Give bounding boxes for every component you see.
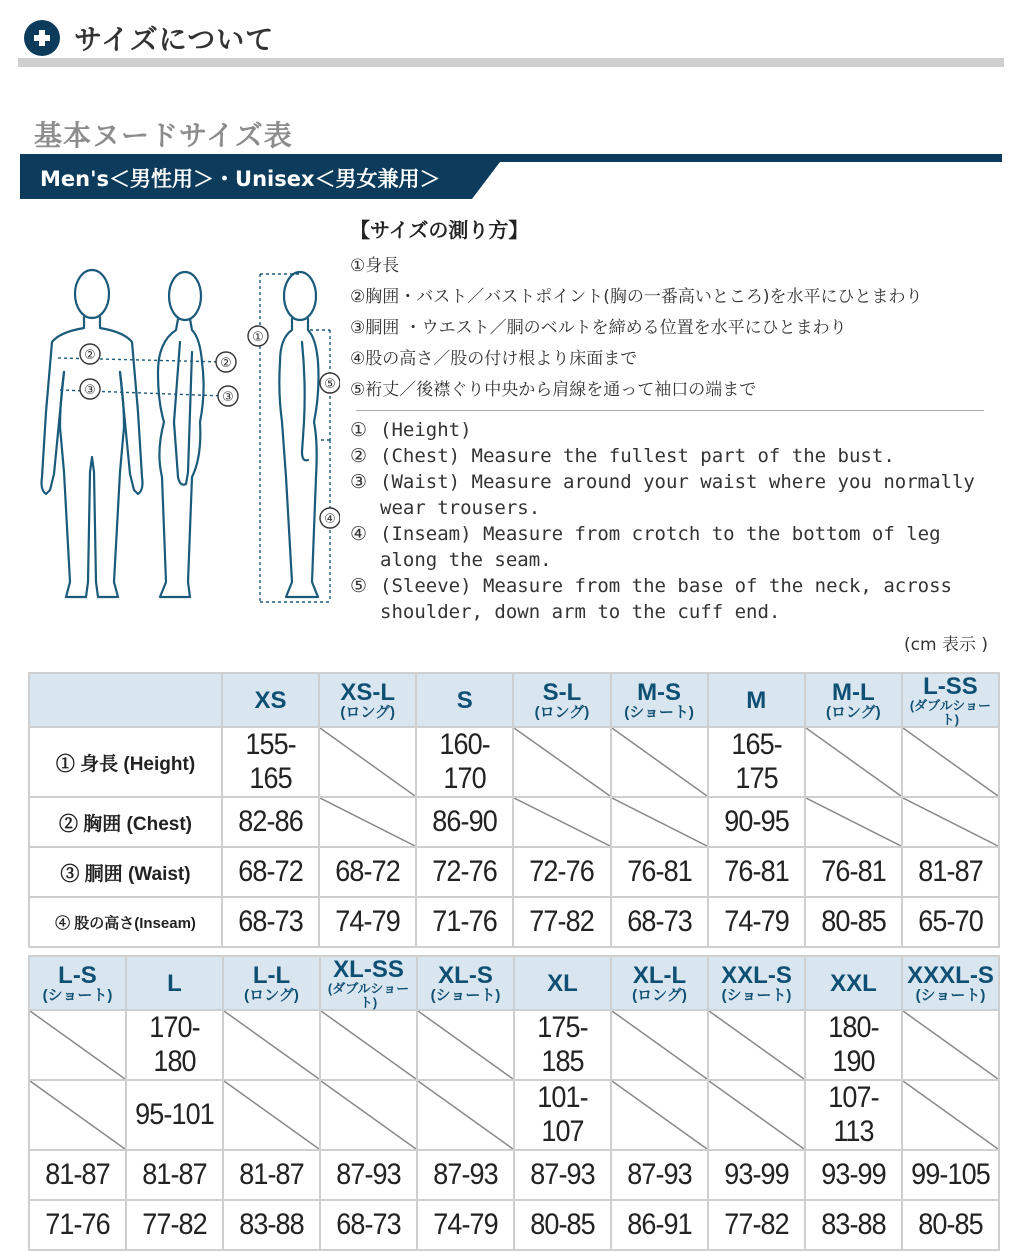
size-value-cell: 68-72 bbox=[227, 847, 314, 897]
marker-height: ① bbox=[252, 330, 264, 345]
empty-cell bbox=[805, 797, 902, 847]
size-name: L-SS bbox=[923, 673, 978, 700]
size-value-cell: 86-90 bbox=[421, 797, 508, 847]
empty-cell bbox=[513, 727, 610, 797]
size-value-cell: 87-93 bbox=[422, 1150, 509, 1200]
page-header bbox=[24, 18, 274, 58]
size-variant: (ロング) bbox=[244, 986, 299, 1004]
size-name: XXXL-S bbox=[907, 961, 994, 989]
en-instruction-height: ① (Height) bbox=[350, 419, 472, 441]
table-row bbox=[29, 1200, 999, 1250]
size-value-cell: 95-101 bbox=[131, 1080, 218, 1150]
size-value-cell: 107-113 bbox=[810, 1080, 897, 1150]
size-header-row bbox=[29, 673, 999, 727]
table-row bbox=[29, 897, 999, 947]
empty-cell bbox=[902, 797, 999, 847]
table-row bbox=[29, 847, 999, 897]
size-value-cell: 99-105 bbox=[907, 1150, 994, 1200]
size-value-cell: 74-79 bbox=[422, 1200, 509, 1250]
size-header-cell bbox=[513, 673, 610, 727]
size-value-cell: 81-87 bbox=[34, 1150, 121, 1200]
size-name: L-L bbox=[252, 961, 291, 989]
size-name: M-S bbox=[637, 678, 682, 706]
size-name: XXL bbox=[830, 969, 877, 997]
size-name: L bbox=[167, 969, 182, 997]
size-value-cell: 74-79 bbox=[712, 897, 799, 947]
size-value-cell: 160-170 bbox=[421, 727, 508, 797]
size-value-cell: 77-82 bbox=[131, 1200, 218, 1250]
unit-note: (cm 表示 ) bbox=[904, 635, 988, 655]
size-variant: (ダブルショート) bbox=[327, 981, 410, 1010]
size-value-cell: 77-82 bbox=[713, 1200, 800, 1250]
size-value-cell: 74-79 bbox=[324, 897, 411, 947]
plus-circle-icon bbox=[24, 20, 60, 56]
size-value-cell: 65-70 bbox=[907, 897, 994, 947]
instructions-title: 【サイズの測り方】 bbox=[350, 218, 529, 242]
size-table-2 bbox=[28, 955, 1000, 1251]
empty-cell bbox=[319, 797, 416, 847]
size-header-cell bbox=[320, 956, 417, 1010]
body-measurement-figure bbox=[30, 262, 340, 612]
marker-waist-side: ③ bbox=[222, 390, 234, 405]
empty-cell bbox=[902, 727, 999, 797]
jp-instruction-height: ①身長 bbox=[350, 256, 400, 276]
empty-cell bbox=[708, 1010, 805, 1080]
size-variant: (ショート) bbox=[430, 986, 501, 1004]
size-value-cell: 68-72 bbox=[324, 847, 411, 897]
size-table-1 bbox=[28, 672, 1000, 948]
size-value-cell: 86-91 bbox=[616, 1200, 703, 1250]
empty-cell bbox=[611, 797, 708, 847]
size-header-cell bbox=[417, 956, 514, 1010]
empty-cell bbox=[902, 1080, 999, 1150]
size-value-cell: 68-73 bbox=[615, 897, 702, 947]
row-label: ④ 股の高さ(Inseam) bbox=[29, 897, 222, 947]
empty-cell bbox=[417, 1010, 514, 1080]
size-value-cell: 68-73 bbox=[325, 1200, 412, 1250]
empty-cell bbox=[223, 1080, 320, 1150]
empty-cell bbox=[805, 727, 902, 797]
size-value-cell: 170-180 bbox=[131, 1010, 218, 1080]
empty-cell bbox=[708, 1080, 805, 1150]
row-label: ③ 胴囲 (Waist) bbox=[29, 847, 222, 897]
size-value-cell: 80-85 bbox=[810, 897, 897, 947]
size-value-cell: 77-82 bbox=[518, 897, 605, 947]
size-value-cell: 71-76 bbox=[34, 1200, 121, 1250]
size-variant: (ショート) bbox=[721, 986, 792, 1004]
size-value-cell: 82-86 bbox=[227, 797, 314, 847]
empty-cell bbox=[320, 1010, 417, 1080]
size-value-cell: 80-85 bbox=[907, 1200, 994, 1250]
size-value-cell: 81-87 bbox=[907, 847, 994, 897]
size-name: XS bbox=[254, 686, 287, 714]
size-value-cell: 76-81 bbox=[810, 847, 897, 897]
size-header-row bbox=[29, 956, 999, 1010]
size-variant: (ロング) bbox=[632, 986, 687, 1004]
size-header-cell bbox=[126, 956, 223, 1010]
empty-cell bbox=[611, 727, 708, 797]
section-title: 基本ヌードサイズ表 bbox=[34, 119, 293, 152]
size-variant: (ショート) bbox=[915, 986, 986, 1004]
header-divider bbox=[18, 58, 1004, 67]
size-value-cell: 90-95 bbox=[712, 797, 799, 847]
row-label: ① 身長 (Height) bbox=[29, 727, 222, 797]
table-row bbox=[29, 1080, 999, 1150]
size-name: XL-SS bbox=[333, 956, 404, 983]
size-value-cell: 93-99 bbox=[713, 1150, 800, 1200]
marker-chest-front: ② bbox=[84, 348, 96, 363]
size-header-cell bbox=[805, 956, 902, 1010]
size-variant: (ロング) bbox=[340, 703, 396, 721]
size-value-cell: 180-190 bbox=[810, 1010, 897, 1080]
size-value-cell: 76-81 bbox=[615, 847, 702, 897]
size-header-cell bbox=[611, 673, 708, 727]
jp-instruction-chest: ②胸囲・バスト／バストポイント(胸の一番高いところ)を水平にひとまわり bbox=[350, 287, 923, 307]
size-header-cell bbox=[223, 956, 320, 1010]
marker-inseam: ④ bbox=[324, 512, 336, 527]
jp-instruction-waist: ③胴囲 ・ウエスト／胴のベルトを締める位置を水平にひとまわり bbox=[350, 318, 847, 338]
empty-cell bbox=[319, 727, 416, 797]
size-variant: (ショート) bbox=[624, 703, 694, 721]
en-instruction-sleeve: ⑤ (Sleeve) Measure from the base of the neck, across shoulder, down arm to the cuff end. bbox=[350, 575, 952, 623]
marker-chest-side: ② bbox=[220, 356, 232, 371]
empty-cell bbox=[417, 1080, 514, 1150]
marker-sleeve: ⑤ bbox=[324, 377, 336, 392]
size-value-cell: 71-76 bbox=[421, 897, 508, 947]
size-value-cell: 76-81 bbox=[712, 847, 799, 897]
table-row bbox=[29, 797, 999, 847]
header-corner bbox=[29, 673, 222, 727]
size-header-cell bbox=[514, 956, 611, 1010]
size-name: XL bbox=[547, 969, 578, 997]
size-name: XL-S bbox=[438, 961, 493, 989]
size-value-cell: 87-93 bbox=[616, 1150, 703, 1200]
side-body-outline bbox=[158, 272, 204, 597]
size-value-cell: 87-93 bbox=[519, 1150, 606, 1200]
profile-body-outline bbox=[279, 272, 318, 597]
row-label: ② 胸囲 (Chest) bbox=[29, 797, 222, 847]
size-value-cell: 81-87 bbox=[228, 1150, 315, 1200]
size-header-cell bbox=[805, 673, 902, 727]
size-name: M bbox=[746, 686, 767, 714]
size-value-cell: 175-185 bbox=[519, 1010, 606, 1080]
empty-cell bbox=[611, 1010, 708, 1080]
size-variant: (ロング) bbox=[534, 703, 590, 721]
en-instruction-chest: ② (Chest) Measure the fullest part of the bust. bbox=[350, 445, 895, 467]
size-header-cell bbox=[29, 956, 126, 1010]
size-header-cell bbox=[222, 673, 319, 727]
size-value-cell: 72-76 bbox=[518, 847, 605, 897]
size-value-cell: 165-175 bbox=[712, 727, 799, 797]
size-name: M-L bbox=[831, 678, 875, 706]
size-header-cell bbox=[902, 956, 999, 1010]
size-header-cell bbox=[416, 673, 513, 727]
empty-cell bbox=[513, 797, 610, 847]
size-variant: (ロング) bbox=[825, 703, 881, 721]
size-header-cell bbox=[708, 956, 805, 1010]
front-body-outline bbox=[42, 270, 143, 597]
empty-cell bbox=[223, 1010, 320, 1080]
size-header-cell bbox=[902, 673, 999, 727]
empty-cell bbox=[320, 1080, 417, 1150]
empty-cell bbox=[29, 1080, 126, 1150]
size-value-cell: 155-165 bbox=[227, 727, 314, 797]
size-name: XL-L bbox=[632, 961, 687, 989]
size-name: XXL-S bbox=[721, 961, 792, 989]
size-name: S-L bbox=[542, 678, 582, 706]
size-variant: (ダブルショート) bbox=[909, 698, 992, 727]
size-name: L-S bbox=[58, 961, 97, 989]
size-value-cell: 83-88 bbox=[810, 1200, 897, 1250]
size-variant: (ショート) bbox=[42, 986, 113, 1004]
size-value-cell: 80-85 bbox=[519, 1200, 606, 1250]
size-value-cell: 81-87 bbox=[131, 1150, 218, 1200]
en-instruction-waist: ③ (Waist) Measure around your waist where you normally wear trousers. bbox=[350, 471, 975, 519]
empty-cell bbox=[29, 1010, 126, 1080]
measurement-instructions bbox=[350, 214, 990, 625]
size-value-cell: 101-107 bbox=[519, 1080, 606, 1150]
marker-waist-front: ③ bbox=[84, 383, 96, 398]
en-instruction-inseam: ④ (Inseam) Measure from crotch to the bottom of leg along the seam. bbox=[350, 523, 941, 571]
empty-cell bbox=[611, 1080, 708, 1150]
instructions-divider bbox=[356, 410, 984, 411]
table-row bbox=[29, 1150, 999, 1200]
category-label: Men's＜男性用＞・Unisex＜男女兼用＞ bbox=[40, 167, 441, 191]
size-name: XS-L bbox=[340, 678, 396, 706]
size-header-cell bbox=[611, 956, 708, 1010]
table-row bbox=[29, 727, 999, 797]
size-value-cell: 87-93 bbox=[325, 1150, 412, 1200]
size-header-cell bbox=[708, 673, 805, 727]
empty-cell bbox=[902, 1010, 999, 1080]
size-name: S bbox=[456, 686, 473, 714]
size-value-cell: 93-99 bbox=[810, 1150, 897, 1200]
size-value-cell: 72-76 bbox=[421, 847, 508, 897]
page-title: サイズについて bbox=[74, 23, 275, 56]
size-header-cell bbox=[319, 673, 416, 727]
size-value-cell: 68-73 bbox=[227, 897, 314, 947]
size-value-cell: 83-88 bbox=[228, 1200, 315, 1250]
jp-instruction-inseam: ④股の高さ／股の付け根より床面まで bbox=[350, 349, 638, 369]
jp-instruction-sleeve: ⑤裄丈／後襟ぐり中央から肩線を通って袖口の端まで bbox=[350, 380, 757, 400]
table-row bbox=[29, 1010, 999, 1080]
